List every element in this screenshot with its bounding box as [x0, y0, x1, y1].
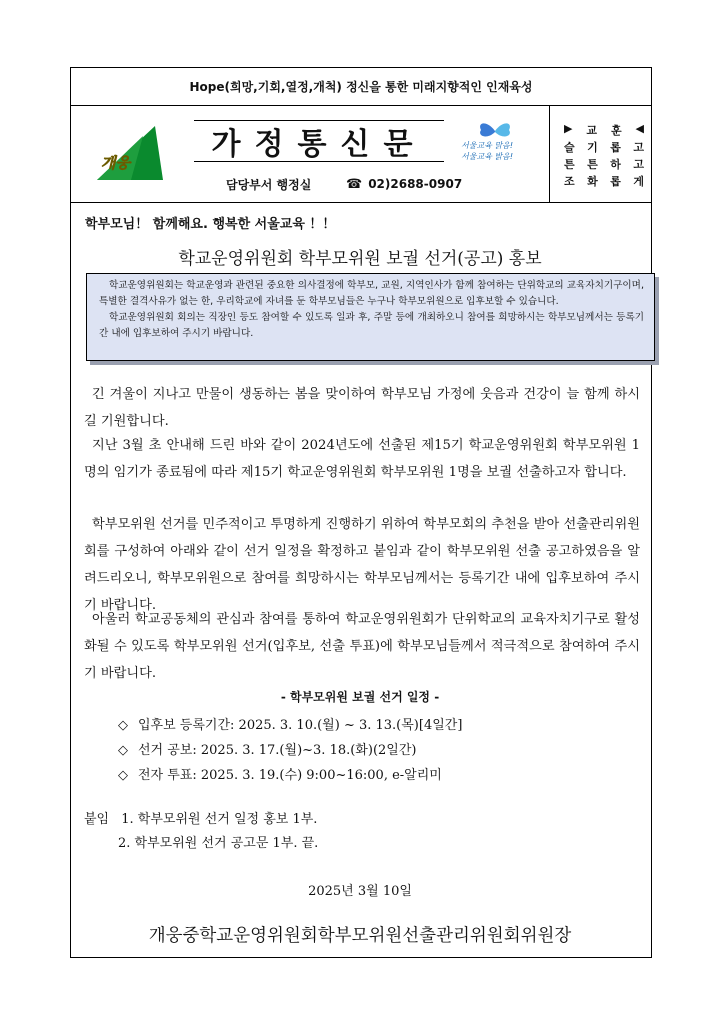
body-paragraph: [84, 511, 640, 619]
schedule-item-text: 전자 투표: 2025. 3. 19.(수) 9:00~16:00, e-알리미: [138, 768, 442, 783]
motto-char: 롭: [610, 175, 621, 188]
diamond-icon: ◇: [118, 768, 128, 783]
motto-char: 하: [610, 158, 621, 171]
info-paragraph: 학교운영위원회 회의는 직장인 등도 참여할 수 있도록 일과 후, 주말 등에 개최하오니 참여를 희망하시는 학부모님께서는 등록기간 내에 입후보하여 주시기 바랍니다.: [99, 312, 644, 339]
motto-grid-row: [564, 156, 644, 172]
butterfly-icon: [475, 120, 515, 142]
motto-char: 슬: [564, 141, 575, 154]
diamond-icon: ◇: [118, 718, 128, 733]
document-title: 학교운영위원회 학부모위원 보궐 선거(공고) 홍보: [178, 249, 542, 269]
greeting-line: 학부모님！ 함께해요. 행복한 서울교육 ！！: [85, 217, 336, 232]
motto-char: 고: [633, 141, 644, 154]
issuer-signature: 개웅중학교운영위원회학부모위원선출관리위원회위원장: [148, 926, 572, 946]
phone-info: [346, 177, 462, 192]
seoul-logo-line2: 서울교육 밝음!: [461, 152, 514, 161]
motto-char: 게: [633, 175, 644, 188]
motto-char: 훈: [610, 124, 622, 137]
motto-char: 롭: [610, 141, 621, 154]
seoul-education-logo: [461, 120, 531, 166]
seoul-logo-line1: 서울교육 맑음!: [461, 141, 514, 150]
attachment-line: [84, 808, 317, 827]
phone-number: 02)2688-0907: [368, 177, 463, 191]
motto-char: 고: [633, 158, 644, 171]
body-paragraph: [84, 381, 640, 435]
page-title: 가정통신문: [194, 120, 444, 162]
school-motto-grid: [549, 106, 651, 203]
diamond-icon: ◇: [118, 743, 128, 758]
body-paragraph-text: 학부모위원 선거를 민주적이고 투명하게 진행하기 위하여 학부모회의 추천을 받아 선출관리위원회를 구성하여 아래와 같이 선거 일정을 확정하고 붙임과 같이 학부모위원 선출 공고하였음을 알려드리오니, 학부모위원으로 참여를 희망하시는 학부모님께서는 등록기간 내에 입후보하여 주시기 바랍니다.: [84, 517, 640, 613]
issue-date: 2025년 3월 10일: [308, 884, 412, 899]
attachment-line: [118, 832, 318, 851]
schedule-item-text: 선거 공보: 2025. 3. 17.(월)~3. 18.(화)(2일간): [138, 743, 417, 758]
motto-grid-row: [564, 173, 644, 189]
body-paragraph-text: 긴 겨울이 지나고 만물이 생동하는 봄을 맞이하여 학부모님 가정에 웃음과 건강이 늘 함께 하시길 기원합니다.: [84, 387, 640, 429]
newsletter-header: [71, 106, 651, 203]
telephone-icon: ☎: [346, 176, 363, 192]
logo-text: 개웅: [101, 154, 130, 172]
school-logo: [95, 122, 165, 182]
contact-line: [226, 174, 526, 194]
motto-char: ▶: [564, 122, 573, 135]
schedule-item-text: 입후보 등록기간: 2025. 3. 10.(월) ~ 3. 13.(목)[4일간]: [138, 718, 463, 733]
department-label: 담당부서 행정실: [226, 177, 312, 192]
motto-char: 기: [587, 141, 598, 154]
motto-char: 화: [587, 175, 598, 188]
motto-char: 튼: [564, 158, 575, 171]
motto-char: 조: [564, 175, 575, 188]
body-paragraph: [84, 432, 640, 486]
school-motto: Hope(희망,기회,열정,개척) 정신을 통한 미래지향적인 인재육성: [71, 68, 651, 106]
schedule-item: [118, 766, 442, 786]
motto-char: ◀: [635, 122, 644, 135]
motto-grid-row: [564, 139, 644, 155]
info-paragraph: 학교운영위원회는 학교운영과 관련된 중요한 의사결정에 학부모, 교원, 지역인사가 함께 참여하는 단위학교의 교육자치기구이며, 특별한 결격사유가 없는 한, 우리학교에 자녀를 둔 학부모님들은 누구나 학부모위원으로 입후보할 수 있습니다.: [99, 280, 644, 307]
body-paragraph-text: 아울러 학교공동체의 관심과 참여를 통하여 학교운영위원회가 단위학교의 교육자치기구로 활성화될 수 있도록 학부모위원 선거(입후보, 선출 투표)에 학부모님들께서 적극적으로 참여하여 주시기 바랍니다.: [84, 612, 640, 681]
attachment-label: 붙임: [84, 812, 110, 827]
schedule-title: - 학부모위원 보궐 선거 일정 -: [280, 690, 440, 704]
body-paragraph-text: 지난 3월 초 안내해 드린 바와 같이 2024년도에 선출된 제15기 학교운영위원회 학부모위원 1명의 임기가 종료됨에 따라 제15기 학교운영위원회 학부모위원 1명을 보궐 선출하고자 합니다.: [84, 438, 640, 480]
notice-info-box: [86, 273, 655, 361]
motto-char: 교: [586, 124, 598, 137]
schedule-item: [118, 716, 462, 736]
body-paragraph: [84, 606, 640, 687]
attachment-item: 2. 학부모위원 선거 공고문 1부. 끝.: [118, 836, 319, 851]
motto-grid-row: [564, 122, 644, 138]
attachment-item: 1. 학부모위원 선거 일정 홍보 1부.: [121, 812, 318, 827]
schedule-item: [118, 741, 416, 761]
motto-char: 튼: [587, 158, 598, 171]
